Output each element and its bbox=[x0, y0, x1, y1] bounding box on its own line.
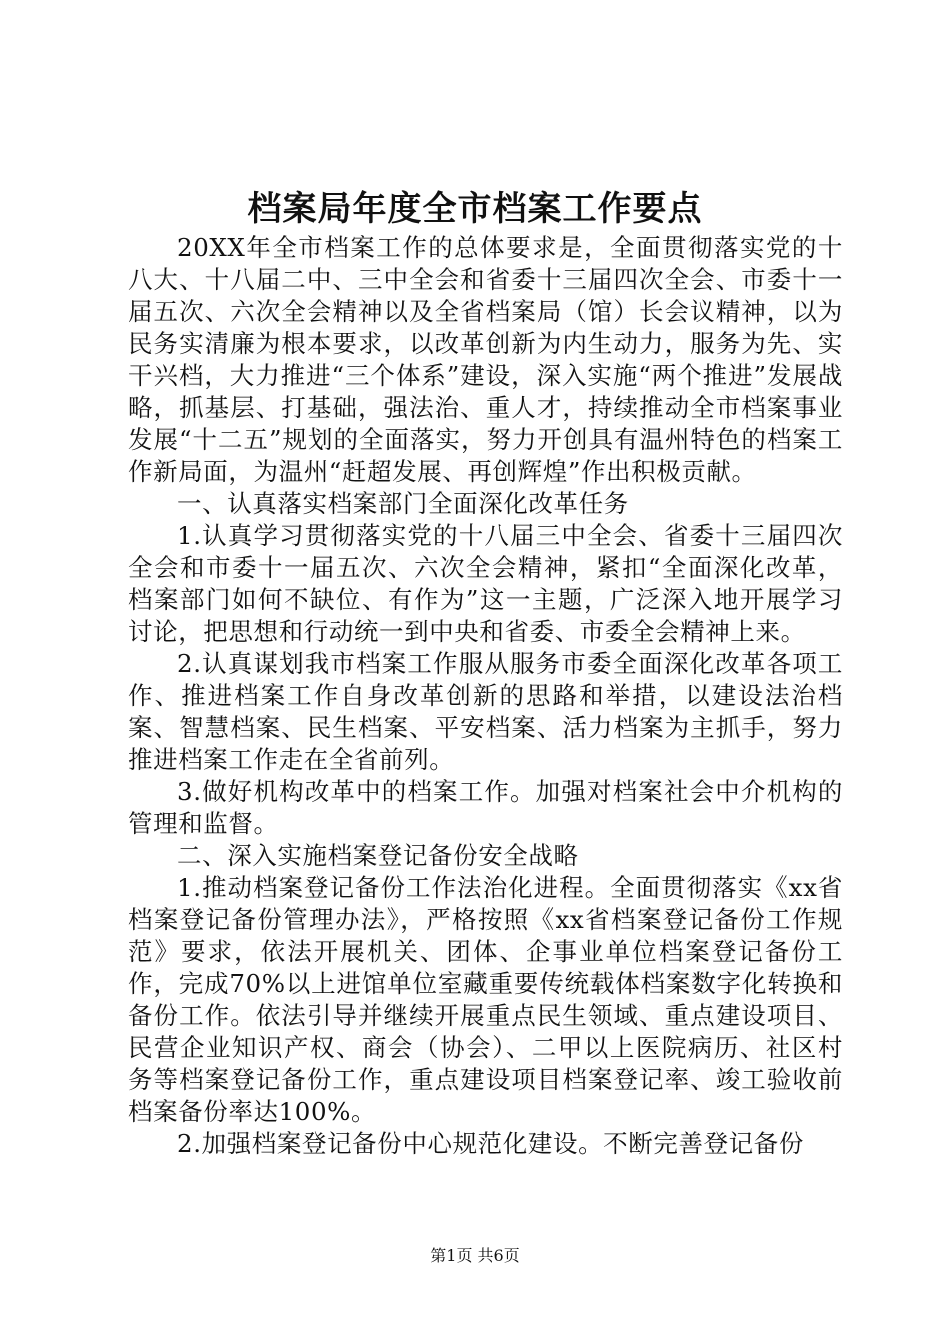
section-1-item-2: 2.认真谋划我市档案工作服从服务市委全面深化改革各项工作、推进档案工作自身改革创新的思路和举措，以建设法治档案、智慧档案、民生档案、平安档案、活力档案为主抓手，努力推进档案工作走在全省前列。 bbox=[128, 649, 843, 774]
section-1-item-3: 3.做好机构改革中的档案工作。加强对档案社会中介机构的管理和监督。 bbox=[128, 777, 843, 838]
section-heading-2: 二、深入实施档案登记备份安全战略 bbox=[177, 841, 579, 870]
document-body bbox=[128, 232, 843, 1160]
page-footer: 第1页 共6页 bbox=[430, 1246, 520, 1265]
document-title: 档案局年度全市档案工作要点 bbox=[247, 189, 703, 229]
section-2-item-2: 2.加强档案登记备份中心规范化建设。不断完善登记备份 bbox=[177, 1129, 804, 1158]
section-heading-1: 一、认真落实档案部门全面深化改革任务 bbox=[177, 489, 629, 518]
section-1-item-1: 1.认真学习贯彻落实党的十八届三中全会、省委十三届四次全会和市委十一届五次、六次全会精神，紧扣“全面深化改革，档案部门如何不缺位、有作为”这一主题，广泛深入地开展学习讨论，把思想和行动统一到中央和省委、市委全会精神上来。 bbox=[128, 521, 843, 646]
section-2-item-1: 1.推动档案登记备份工作法治化进程。全面贯彻落实《xx省档案登记备份管理办法》，严格按照《xx省档案登记备份工作规范》要求，依法开展机关、团体、企事业单位档案登记备份工作，完成70%以上进馆单位室藏重要传统载体档案数字化转换和备份工作。依法引导并继续开展重点民生领域、重点建设项目、民营企业知识产权、商会（协会）、二甲以上医院病历、社区村务等档案登记备份工作，重点建设项目档案登记率、竣工验收前档案备份率达100%。 bbox=[128, 873, 843, 1126]
intro-paragraph: 20XX年全市档案工作的总体要求是，全面贯彻落实党的十八大、十八届二中、三中全会和省委十三届四次全会、市委十一届五次、六次全会精神以及全省档案局（馆）长会议精神，以为民务实清廉为根本要求，以改革创新为内生动力，服务为先、实干兴档，大力推进“三个体系”建设，深入实施“两个推进”发展战略，抓基层、打基础，强法治、重人才，持续推动全市档案事业发展“十二五”规划的全面落实，努力开创具有温州特色的档案工作新局面，为温州“赶超发展、再创辉煌”作出积极贡献。 bbox=[128, 233, 843, 486]
